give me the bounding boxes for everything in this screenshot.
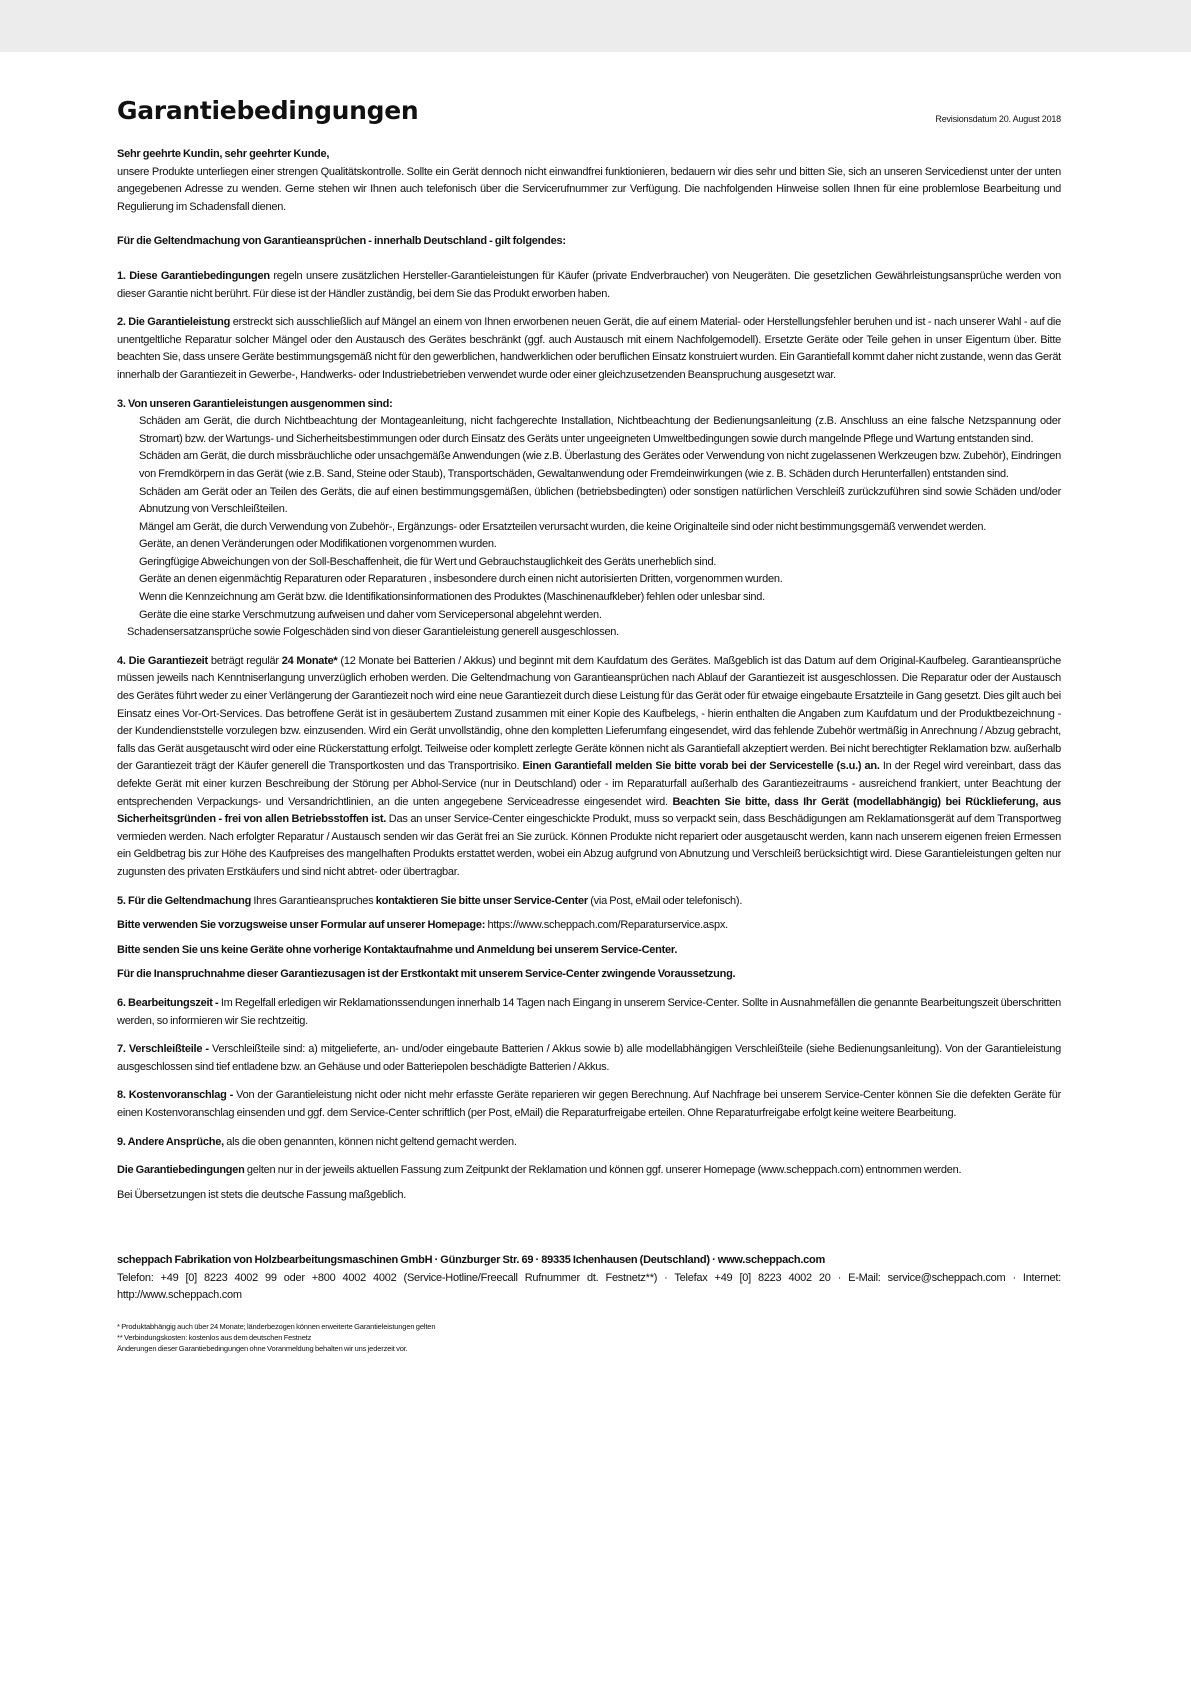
list-item: Schäden am Gerät, die durch Nichtbeachtung der Montageanleitung, nicht fachgerechte Installation, Nichtbeachtung der Bedienungsanleitung (z.B. Anschluss an eine falsche Netzspannung oder Stromart) bzw. der Wartungs- und Sicherheitsbestimmungen oder durch Einsatz des Geräts unter ungeeigneten Umweltbedingungen sowie durch mangelnde Pflege und Wartung entstanden sind. (139, 415, 1061, 445)
list-item-final: Schadensersatzansprüche sowie Folgeschäden sind von dieser Garantieleistung generell ausgeschlossen. (127, 626, 619, 639)
list-item: Geräte, an denen Veränderungen oder Modifikationen vorgenommen wurden. (139, 538, 497, 551)
section-6: 6. Bearbeitungszeit - Im Regelfall erledigen wir Reklamationssendungen innerhalb 14 Tagen nach Eingang in unserem Service-Center. Sollte in Ausnahmefällen die genannte Bearbeitungszeit überschritten werden, so informieren wir Sie rechtzeitig. (117, 996, 1061, 1027)
intro-text: unsere Produkte unterliegen einer strengen Qualitätskontrolle. Sollte ein Gerät dennoch nicht einwandfrei funktionieren, bedauern wir dies sehr und bitten Sie, sich an unseren Servicedienst unter der unten angegebenen Adresse zu wenden. Gerne stehen wir Ihnen auch telefonisch über die Servicerufnummer zur Verfügung. Die nachfolgenden Hinweise sollen Ihnen für eine problemlose Bearbeitung und Regulierung im Schadensfall dienen. (117, 165, 1061, 213)
section-5: 5. Für die Geltendmachung Ihres Garantieanspruches kontaktieren Sie bitte unser Service-Center (via Post, eMail oder telefonisch). (117, 894, 743, 907)
form-note: Bitte verwenden Sie vorzugsweise unser Formular auf unserer Homepage: https://www.scheppach.com/Reparaturservice.aspx. (117, 919, 728, 932)
form-link[interactable]: https://www.scheppach.com/Reparaturservice.aspx. (485, 919, 728, 932)
section-8: 8. Kostenvoranschlag - Von der Garantieleistung nicht oder nicht mehr erfasste Geräte reparieren wir gegen Berechnung. Auf Nachfrage bei unserem Service-Center können Sie die defekten Geräte für einen Kostenvoranschlag einsenden und ggf. dem Service-Center schriftlich (per Post, eMail) die Reparaturfreigabe erteilen. Ohne Reparaturfreigabe erfolgt keine weitere Bearbeitung. (117, 1089, 1061, 1119)
list-item: Mängel am Gerät, die durch Verwendung von Zubehör-, Ergänzungs- oder Ersatzteilen verursacht wurden, die keine Originalteile sind oder nicht bestimmungsgemäß verwendet werden. (139, 520, 987, 533)
prerequisite-note: Für die Inanspruchnahme dieser Garantiezusagen ist der Erstkontakt mit unserem Service-Center zwingende Voraussetzung. (117, 968, 736, 981)
validity-note: Die Garantiebedingungen gelten nur in der jeweils aktuellen Fassung zum Zeitpunkt der Reklamation und können ggf. unserer Homepage (www.scheppach.com) entnommen werden. (117, 1164, 962, 1177)
section-9: 9. Andere Ansprüche, als die oben genannten, können nicht geltend gemacht werden. (117, 1135, 517, 1148)
list-item: Geräte die eine starke Verschmutzung aufweisen und daher vom Servicepersonal abgelehnt werden. (139, 608, 602, 621)
exclusion-list (117, 413, 1061, 642)
no-devices-note: Bitte senden Sie uns keine Geräte ohne vorherige Kontaktaufnahme und Anmeldung bei unserem Service-Center. (117, 943, 678, 956)
revision-date: Revisionsdatum 20. August 2018 (935, 114, 1061, 124)
section-7: 7. Verschleißteile - Verschleißteile sind: a) mitgelieferte, an- und/oder eingebaute Batterien / Akkus sowie b) alle modellabhängigen Verschleißteile (siehe Bedienungsanleitung). Von der Garantieleistung ausgeschlossen sind tief entladene bzw. an Gehäuse und oder Batteriepolen beschädigte Batterien / Akkus. (117, 1043, 1061, 1073)
section-2: 2. Die Garantieleistung erstreckt sich ausschließlich auf Mängel an einem von Ihnen erworbenen neuen Gerät, die auf einem Material- oder Herstellungsfehler beruhen und ist - nach unserer Wahl - auf die unentgeltliche Reparatur solcher Mängel oder den Austausch des Gerätes beschränkt (ggf. auch Austausch mit einem Nachfolgemodell). Ersetzte Geräte oder Teile gehen in unser Eigentum über. Bitte beachten Sie, dass unsere Geräte bestimmungsgemäß nicht für den gewerblichen, handwerklichen oder beruflichen Einsatz konstruiert wurden. Ein Garantiefall kommt daher nicht zustande, wenn das Gerät innerhalb der Garantiezeit in Gewerbe-, Handwerks- oder Industriebetrieben verwendet wurde oder einer gleichzusetzenden Beanspruchung ausgesetzt war. (117, 316, 1061, 381)
footer-contact: Telefon: +49 [0] 8223 4002 99 oder +800 4002 4002 (Service-Hotline/Freecall Rufnummer dt. Festnetz**) · Telefax +49 [0] 8223 4002 20 · E-Mail: service@scheppach.com · Internet: http://www.scheppach.com (117, 1271, 1061, 1302)
section-1: 1. Diese Garantiebedingungen regeln unsere zusätzlichen Hersteller-Garantieleistungen für Käufer (private Endverbraucher) von Neugeräten. Die gesetzlichen Gewährleistungsansprüche werden von dieser Garantie nicht berührt. Für diese ist der Händler zuständig, bei dem Sie das Produkt erworben haben. (117, 269, 1061, 300)
list-item: Geräte an denen eigenmächtig Reparaturen oder Reparaturen , insbesondere durch einen nicht autorisierten Dritten, vorgenommen wurden. (139, 573, 783, 586)
salutation: Sehr geehrte Kundin, sehr geehrter Kunde, (117, 148, 330, 160)
list-item: Schäden am Gerät oder an Teilen des Geräts, die auf einen bestimmungsgemäßen, üblichen (betriebsbedingten) oder sonstigen natürlichen Verschleiß zurückzuführen sind sowie Schäden und/oder Abnutzung von Verschleißteilen. (139, 485, 1061, 516)
footnote: Änderungen dieser Garantiebedingungen ohne Voranmeldung behalten wir uns jederzeit vor. (117, 1344, 408, 1354)
list-item: Wenn die Kennzeichnung am Gerät bzw. die Identifikationsinformationen des Produktes (Maschinenaufkleber) fehlen oder unlesbar sind. (139, 591, 765, 604)
footnote: ** Verbindungskosten: kostenlos aus dem deutschen Festnetz (117, 1333, 312, 1343)
footnotes (117, 1321, 1061, 1354)
footer-company: scheppach Fabrikation von Holzbearbeitungsmaschinen GmbH · Günzburger Str. 69 · 89335 Ichenhausen (Deutschland) · www.scheppach.com (117, 1254, 826, 1267)
section-3-heading: 3. Von unseren Garantieleistungen ausgenommen sind: (117, 397, 393, 410)
document-body (117, 146, 1061, 1354)
section-4: 4. Die Garantiezeit beträgt regulär 24 Monate* (12 Monate bei Batterien / Akkus) und beginnt mit dem Kaufdatum des Gerätes. Maßgeblich ist das Datum auf dem Original-Kaufbeleg. Garantieansprüche müssen jeweils nach Kenntniserlangung unverzüglich erhoben werden. Die Geltendmachung von Garantieansprüchen nach Ablauf der Garantiezeit ist ausgeschlossen. Die Reparatur oder der Austausch des Gerätes führt weder zu einer Verlängerung der Garantiezeit noch wird eine neue Garantiezeit durch diese Leistung für das Gerät oder für etwaige eingebaute Ersatzteile in Gang gesetzt. Dies gilt auch bei Einsatz eines Vor-Ort-Services. Das betroffene Gerät ist in gesäubertem Zustand zusammen mit einer Kopie des Kaufbelegs, - hierin enthalten die Angaben zum Kaufdatum und der Produktbezeichnung - der Kundendienststelle vorzulegen bzw. einzusenden. Wird ein Gerät unvollständig, ohne den kompletten Lieferumfang eingesendet, wird das fehlende Zubehör wertmäßig in Anrechnung / Abzug gebracht, falls das Gerät ausgetauscht wird oder eine Rückerstattung erfolgt. Teilweise oder komplett zerlegte Geräte können nicht als Garantiefall akzeptiert werden. Bei nicht berechtigter Reklamation bzw. außerhalb der Garantiezeit trägt der Käufer generell die Transportkosten und das Transportrisiko. Einen Garantiefall melden Sie bitte vorab bei der Servicestelle (s.u.) an. In der Regel wird vereinbart, dass das defekte Gerät mit einer kurzen Beschreibung der Störung per Abhol-Service (nur in Deutschland) oder - im Reparaturfall außerhalb des Garantiezeitraums - ausreichend frankiert, unter Beachtung der entsprechenden Verpackungs- und Versandrichtlinien, an die unten angegebene Serviceadresse eingesendet wird. Beachten Sie bitte, dass Ihr Gerät (modellabhängig) bei Rücklieferung, aus Sicherheitsgründen - frei von allen Betriebsstoffen ist. Das an unser Service-Center eingeschickte Produkt, muss so verpackt sein, dass Beschädigungen am Reklamationsgerät auf dem Transportweg vermieden werden. Nach erfolgter Reparatur / Austausch senden wir das Gerät frei an Sie zurück. Können Produkte nicht repariert oder ausgetauscht werden, kann nach unserem eigenen freien Ermessen ein Geldbetrag bis zur Höhe des Kaufpreises des mangelhaften Produkts erstattet werden, wobei ein Abzug aufgrund von Abnutzung und Verschleiß berücksichtigt wird. Diese Garantieleistungen gelten nur zugunsten des privaten Erstkäufers und sind nicht abtret- oder übertragbar. (117, 654, 1062, 878)
list-item: Geringfügige Abweichungen von der Soll-Beschaffenheit, die für Wert und Gebrauchstauglichkeit des Geräts unerheblich sind. (139, 555, 717, 568)
page-title: Garantiebedingungen (117, 96, 419, 125)
footnote: * Produktabhängig auch über 24 Monate; länderbezogen können erweiterte Garantieleistungen gelten (117, 1322, 436, 1332)
top-bar (0, 0, 1191, 52)
scope-heading: Für die Geltendmachung von Garantieansprüchen - innerhalb Deutschland - gilt folgendes: (117, 235, 566, 248)
translation-note: Bei Übersetzungen ist stets die deutsche Fassung maßgeblich. (117, 1188, 407, 1201)
list-item: Schäden am Gerät, die durch missbräuchliche oder unsachgemäße Anwendungen (wie z.B. Überlastung des Gerätes oder Verwendung von nicht zugelassenen Werkzeugen bzw. Zubehör), Eindringen von Fremdkörpern in das Gerät (wie z.B. Sand, Steine oder Staub), Transportschäden, Gewaltanwendung oder Fremdeinwirkungen (wie z. B. Schäden durch Herunterfallen) entstanden sind. (139, 450, 1061, 480)
